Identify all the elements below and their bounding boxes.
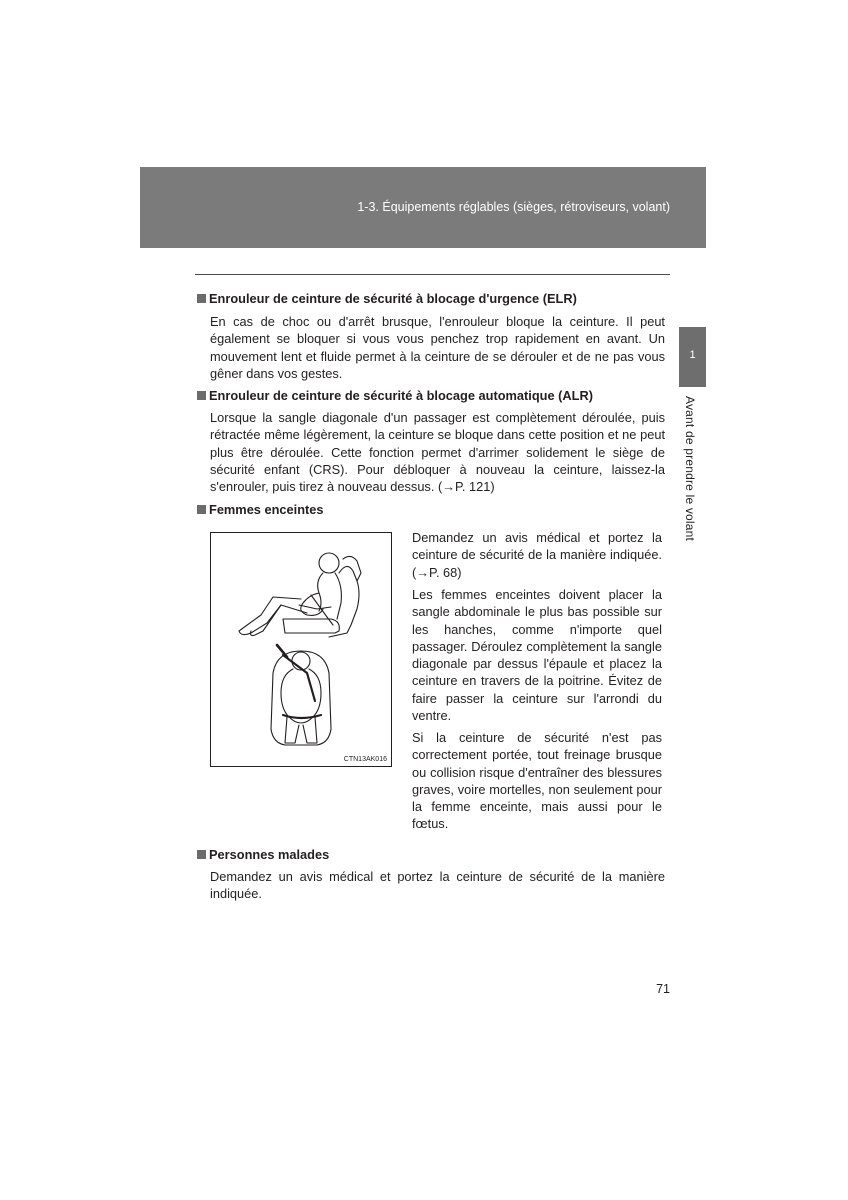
pregnant-paragraph-3: Si la ceinture de sécurité n'est pas correctement portée, tout freinage brusque ou collision risque d'entraîner des blessures graves, voire mortelles, non seulement pour la femme enceinte, mais aussi pour le fœtus. [412,730,662,832]
section-heading-text: Femmes enceintes [209,502,324,517]
chapter-header-band [140,167,706,248]
section-heading-sick [197,847,329,862]
section-body-sick: Demandez un avis médical et portez la ceinture de sécurité de la manière indiquée. [210,869,665,902]
page-number: 71 [656,982,670,996]
seatbelt-illustration [210,532,392,767]
square-bullet-icon [197,850,206,859]
figure-code: CTN13AK016 [343,756,387,763]
pregnant-paragraph-1: Demandez un avis médical et portez la ceinture de sécurité de la manière indiquée. (→P. 68) [412,530,662,580]
chapter-side-label: Avant de prendre le volant [683,396,697,542]
chapter-title: 1-3. Équipements réglables (sièges, rétroviseurs, volant) [357,200,670,214]
square-bullet-icon [197,505,206,514]
square-bullet-icon [197,294,206,303]
square-bullet-icon [197,391,206,400]
section-heading-alr [197,388,593,403]
chapter-tab [679,327,706,387]
section-heading-text: Enrouleur de ceinture de sécurité à blocage d'urgence (ELR) [209,291,577,306]
section-heading-text: Personnes malades [209,847,330,862]
pregnant-paragraph-2: Les femmes enceintes doivent placer la sangle abdominale le plus bas possible sur les hanches, comme n'importe quel passager. Déroulez complètement la sangle diagonale par dessus l'épaule et placez la ceinture en travers de la poitrine. Évitez de faire passer la ceinture sur l'arrondi du ventre. [412,587,662,724]
header-rule [195,274,670,275]
pregnant-woman-seatbelt-icon [211,533,391,766]
section-body-elr: En cas de choc ou d'arrêt brusque, l'enrouleur bloque la ceinture. Il peut également se bloquer si vous vous penchez trop rapidement en avant. Un mouvement lent et fluide permet à la ceinture de se dérouler et de ne pas vous gêner dans vos gestes. [210,314,665,381]
section-heading-pregnant [197,502,324,517]
section-heading-elr [197,291,577,306]
chapter-number: 1 [689,349,696,361]
section-heading-text: Enrouleur de ceinture de sécurité à blocage automatique (ALR) [209,388,593,403]
section-body-alr: Lorsque la sangle diagonale d'un passager est complètement déroulée, puis rétractée même légèrement, la ceinture se bloque dans cette position et ne peut plus être déroulée. Cette fonction permet d'arrimer solidement le siège de sécurité enfant (CRS). Pour débloquer à nouveau la ceinture, laissez-la s'enrouler, puis tirez à nouveau dessus. (→P. 121) [210,410,665,495]
